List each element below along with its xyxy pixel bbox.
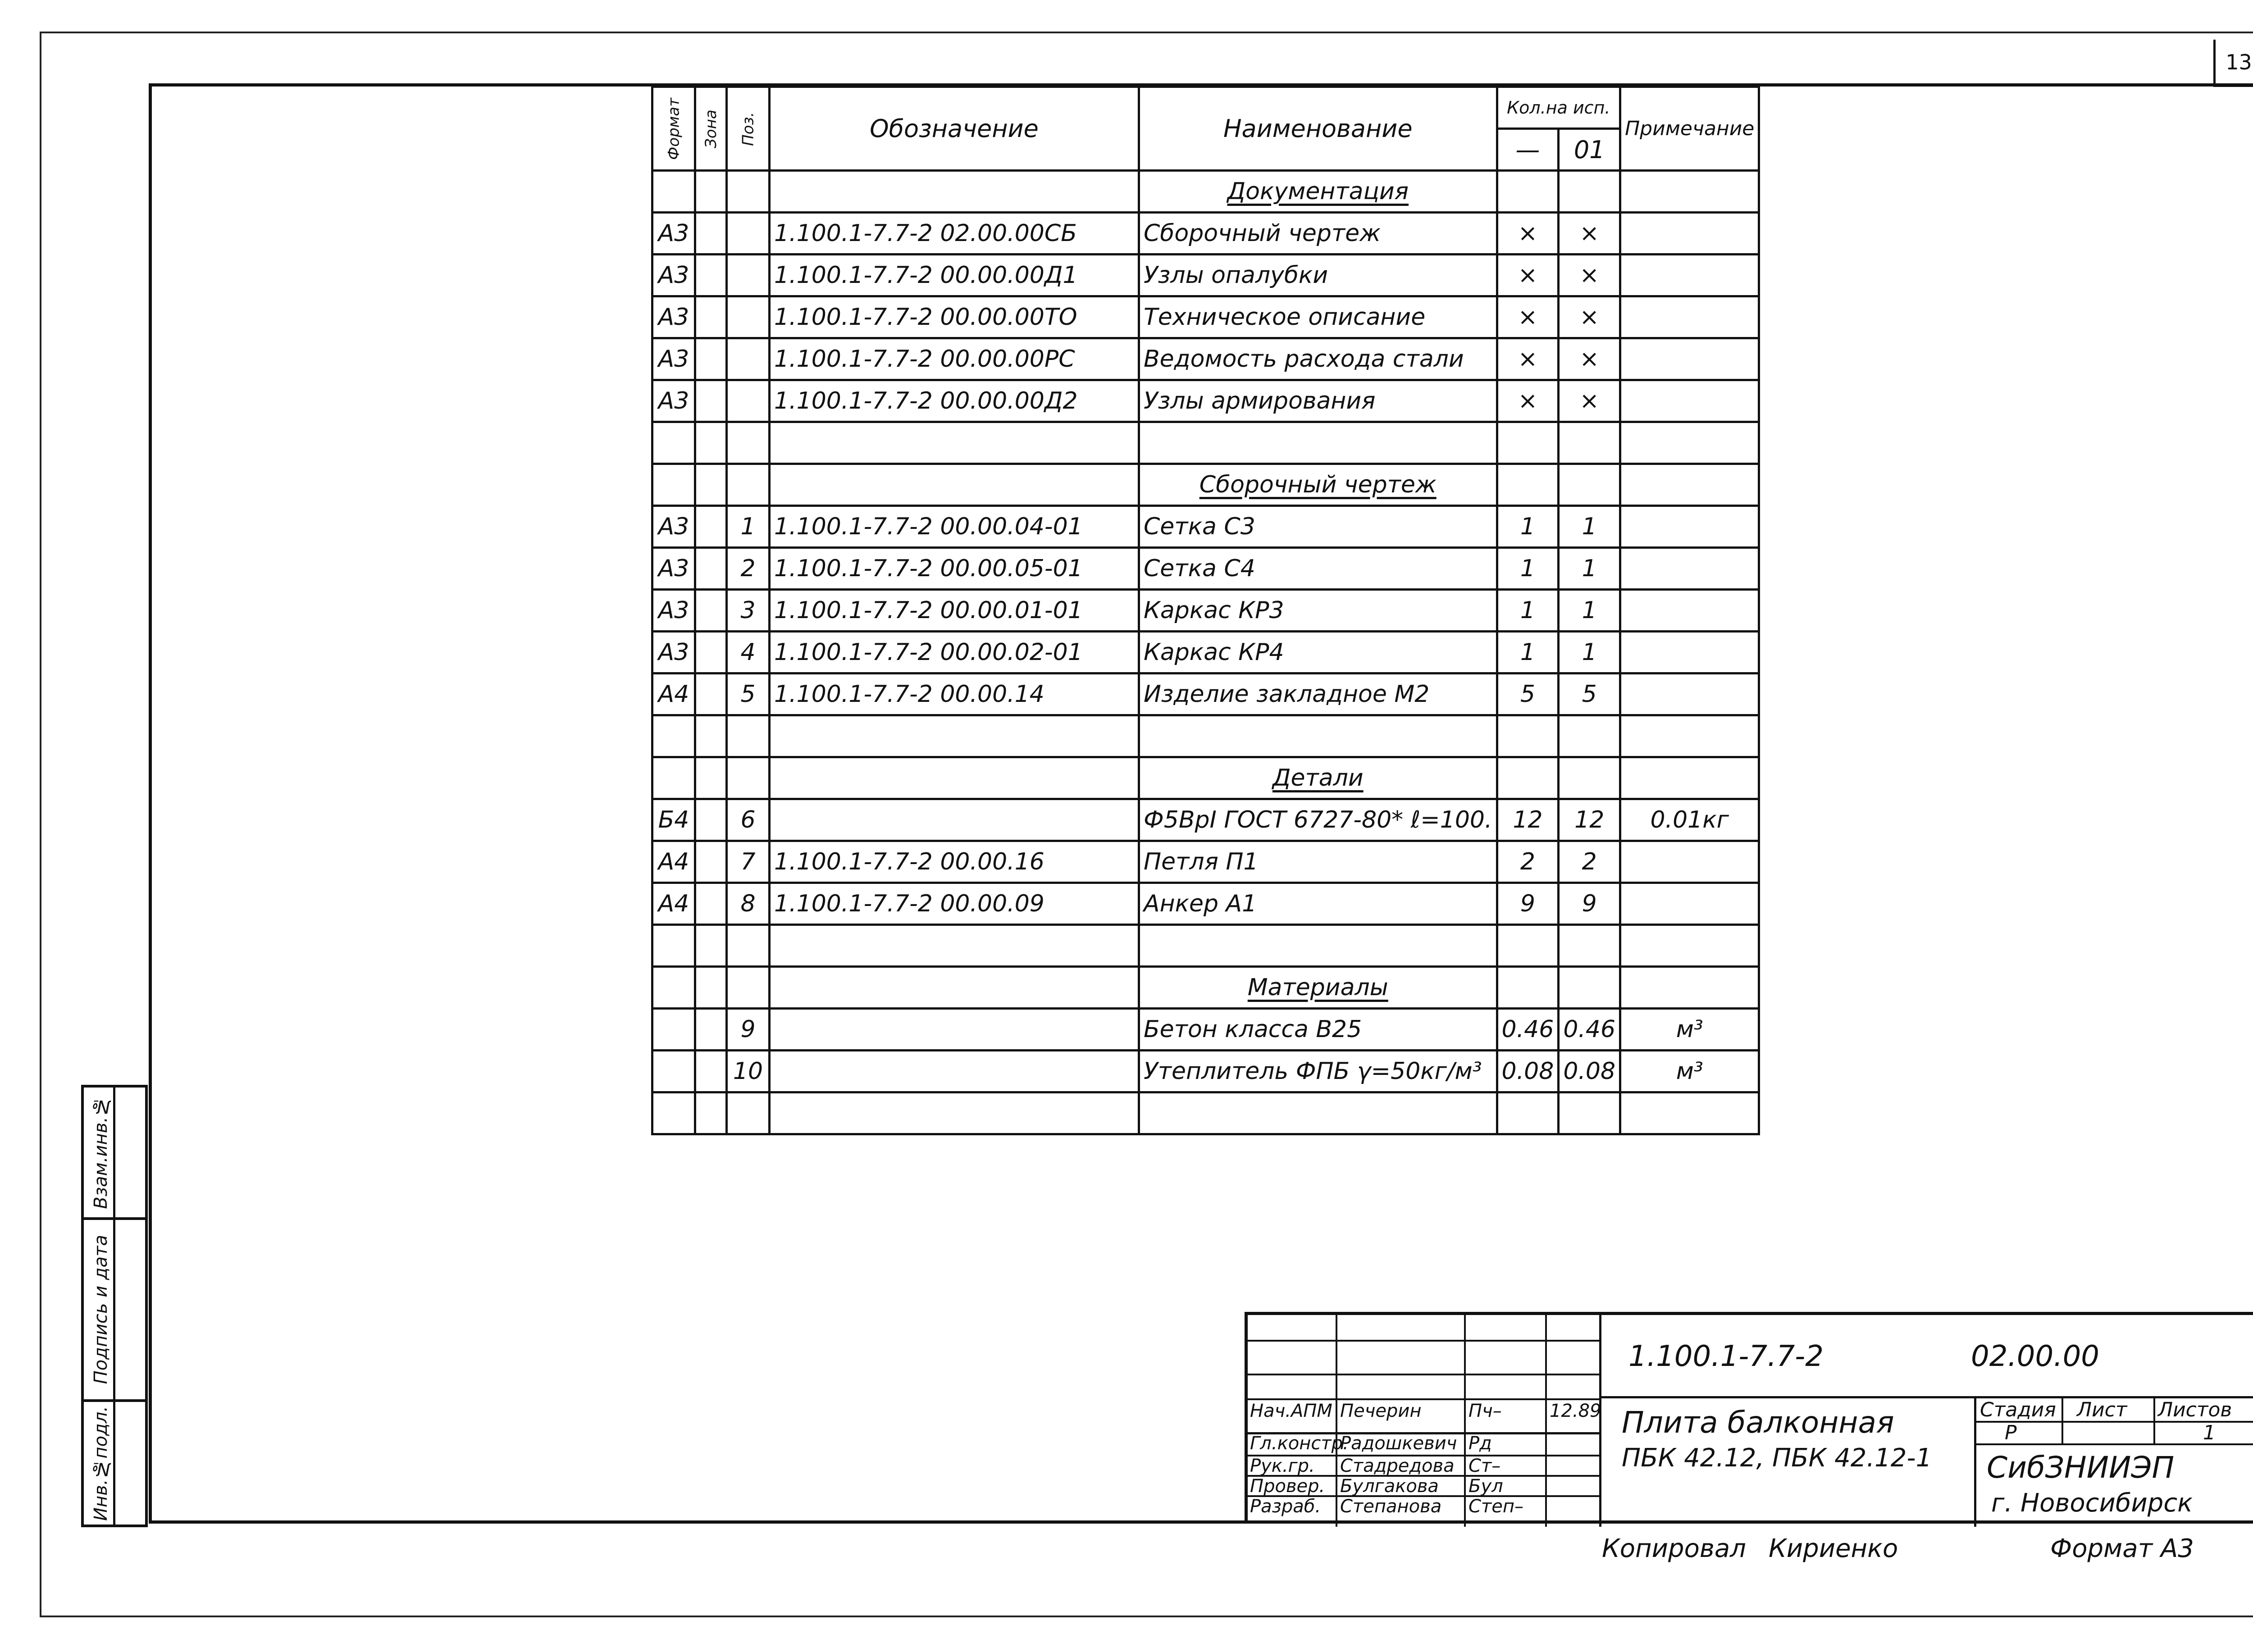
spec-cell-pos: 9 [727, 1009, 770, 1051]
spec-cell-format: А3 [652, 213, 695, 255]
title-code-suffix: 02.00.00 [1971, 1340, 2099, 1373]
spec-cell-q2: × [1559, 338, 1620, 380]
spec-cell-designation [770, 799, 1139, 841]
spec-row [652, 548, 1759, 590]
blank-row [652, 715, 1759, 757]
spec-cell-name: Каркас КР4 [1139, 632, 1497, 674]
signer-name: Булгакова [1340, 1476, 1439, 1497]
empty-cell [652, 422, 695, 464]
empty-cell [770, 967, 1139, 1009]
empty-cell [1497, 757, 1559, 799]
spec-cell-name: Сетка С4 [1139, 548, 1497, 590]
empty-cell [1620, 967, 1759, 1009]
copied-name: Кириенко [1769, 1534, 1898, 1563]
col-designation-header: Обозначение [770, 87, 1139, 171]
empty-cell [695, 757, 727, 799]
spec-cell-pos [727, 296, 770, 338]
blank-row [652, 1092, 1759, 1134]
spec-cell-q1: × [1497, 255, 1559, 296]
spec-cell-designation: 1.100.1-7.7-2 00.00.09 [770, 883, 1139, 925]
empty-cell [1620, 757, 1759, 799]
signer-sign: Ст– [1469, 1456, 1501, 1476]
spec-cell-q2: 2 [1559, 841, 1620, 883]
spec-row [652, 590, 1759, 632]
spec-cell-zone [695, 548, 727, 590]
spec-cell-format: А3 [652, 296, 695, 338]
spec-cell-pos [727, 255, 770, 296]
empty-cell [1559, 422, 1620, 464]
empty-cell [1620, 715, 1759, 757]
side-label-sign-date: Подпись и дата [90, 1235, 111, 1384]
spec-cell-q1: × [1497, 296, 1559, 338]
spec-cell-zone [695, 506, 727, 548]
spec-cell-q2: 1 [1559, 548, 1620, 590]
empty-cell [770, 464, 1139, 506]
empty-cell [770, 715, 1139, 757]
sheets-value: 1 [2203, 1421, 2216, 1444]
empty-cell [695, 715, 727, 757]
col-note-header: Примечание [1620, 87, 1759, 171]
col-qty-sub1: — [1497, 129, 1559, 171]
empty-cell [1497, 925, 1559, 967]
spec-cell-zone [695, 338, 727, 380]
empty-cell [652, 967, 695, 1009]
blank-row [652, 925, 1759, 967]
spec-row [652, 841, 1759, 883]
empty-cell [1620, 422, 1759, 464]
spec-cell-q2: 5 [1559, 674, 1620, 715]
spec-cell-name: Изделие закладное М2 [1139, 674, 1497, 715]
section-title: Детали [1139, 757, 1497, 799]
signer-sign: Бул [1469, 1476, 1503, 1497]
spec-cell-name: Узлы армирования [1139, 380, 1497, 422]
empty-cell [1620, 925, 1759, 967]
signer-name: Радошкевич [1340, 1433, 1457, 1454]
signer-role: Гл.констр. [1250, 1433, 1349, 1454]
spec-cell-format: А3 [652, 548, 695, 590]
spec-cell-zone [695, 1051, 727, 1092]
spec-row [652, 883, 1759, 925]
spec-cell-zone [695, 883, 727, 925]
approval-date: 12.89 [1550, 1401, 1601, 1421]
empty-cell [695, 925, 727, 967]
signer-role: Нач.АПМ [1250, 1401, 1332, 1421]
spec-cell-note [1620, 213, 1759, 255]
empty-cell [727, 171, 770, 213]
empty-cell [727, 464, 770, 506]
spec-cell-pos: 6 [727, 799, 770, 841]
empty-cell [695, 422, 727, 464]
empty-cell [652, 464, 695, 506]
spec-cell-designation [770, 1051, 1139, 1092]
side-stamp-inv-replace [81, 1085, 148, 1220]
empty-cell [1559, 1092, 1620, 1134]
spec-cell-name: Сборочный чертеж [1139, 213, 1497, 255]
spec-cell-pos: 4 [727, 632, 770, 674]
spec-cell-name: Утеплитель ФПБ γ=50кг/м³ [1139, 1051, 1497, 1092]
spec-cell-note [1620, 883, 1759, 925]
spec-cell-name: Техническое описание [1139, 296, 1497, 338]
empty-cell [1559, 171, 1620, 213]
signer-name: Стадредова [1340, 1456, 1455, 1476]
spec-cell-name: Петля П1 [1139, 841, 1497, 883]
empty-cell [1620, 1092, 1759, 1134]
spec-row [652, 1051, 1759, 1092]
page-number: 13 [2213, 40, 2253, 87]
empty-cell [727, 967, 770, 1009]
spec-cell-designation: 1.100.1-7.7-2 00.00.00Д2 [770, 380, 1139, 422]
empty-cell [652, 1092, 695, 1134]
side-stamp-inv-orig [81, 1399, 148, 1527]
spec-cell-format [652, 1051, 695, 1092]
spec-cell-note: м³ [1620, 1051, 1759, 1092]
spec-cell-format: А3 [652, 380, 695, 422]
spec-cell-q1: × [1497, 380, 1559, 422]
spec-cell-zone [695, 255, 727, 296]
signer-role: Рук.гр. [1250, 1456, 1315, 1476]
signer-role: Провер. [1250, 1476, 1325, 1497]
spec-cell-name: Узлы опалубки [1139, 255, 1497, 296]
section-title: Документация [1139, 171, 1497, 213]
specification-body [652, 171, 1759, 1134]
spec-cell-note [1620, 506, 1759, 548]
spec-cell-zone [695, 799, 727, 841]
spec-cell-note [1620, 255, 1759, 296]
section-title: Материалы [1139, 967, 1497, 1009]
spec-cell-pos: 3 [727, 590, 770, 632]
empty-cell [1620, 171, 1759, 213]
signer-role: Разраб. [1250, 1496, 1321, 1517]
org-line2: г. Новосибирск [1991, 1488, 2193, 1518]
spec-cell-q1: 2 [1497, 841, 1559, 883]
spec-row [652, 380, 1759, 422]
spec-cell-designation: 1.100.1-7.7-2 00.00.05-01 [770, 548, 1139, 590]
spec-cell-format: А3 [652, 255, 695, 296]
spec-row [652, 1009, 1759, 1051]
empty-cell [695, 171, 727, 213]
spec-row [652, 296, 1759, 338]
spec-cell-note: м³ [1620, 1009, 1759, 1051]
spec-cell-note [1620, 674, 1759, 715]
spec-cell-q1: 1 [1497, 548, 1559, 590]
spec-cell-zone [695, 296, 727, 338]
spec-cell-name: Ведомость расхода стали [1139, 338, 1497, 380]
spec-cell-q1: 9 [1497, 883, 1559, 925]
side-label-inv-orig: Инв.№подл. [90, 1406, 111, 1521]
spec-cell-note [1620, 590, 1759, 632]
empty-cell [727, 925, 770, 967]
spec-row [652, 255, 1759, 296]
spec-cell-pos [727, 338, 770, 380]
section-title-row [652, 171, 1759, 213]
org-line1: СибЗНИИЭП [1987, 1450, 2175, 1485]
empty-cell [1139, 715, 1497, 757]
empty-cell [652, 757, 695, 799]
spec-cell-designation: 1.100.1-7.7-2 00.00.01-01 [770, 590, 1139, 632]
spec-cell-pos: 7 [727, 841, 770, 883]
empty-cell [1497, 171, 1559, 213]
format-label: Формат А3 [2050, 1534, 2194, 1563]
empty-cell [1497, 422, 1559, 464]
col-pos-header: Поз. [727, 87, 770, 171]
spec-cell-designation: 1.100.1-7.7-2 00.00.00РС [770, 338, 1139, 380]
empty-cell [727, 422, 770, 464]
empty-cell [727, 757, 770, 799]
empty-cell [770, 422, 1139, 464]
spec-cell-note [1620, 338, 1759, 380]
empty-cell [1497, 967, 1559, 1009]
spec-cell-q1: 1 [1497, 590, 1559, 632]
section-title-row [652, 757, 1759, 799]
spec-cell-designation: 1.100.1-7.7-2 00.00.04-01 [770, 506, 1139, 548]
spec-cell-format: А3 [652, 338, 695, 380]
empty-cell [727, 1092, 770, 1134]
signer-sign: Пч– [1469, 1401, 1502, 1421]
sheet-label: Лист [2077, 1398, 2127, 1421]
empty-cell [1497, 464, 1559, 506]
spec-cell-zone [695, 213, 727, 255]
spec-cell-format: А3 [652, 632, 695, 674]
spec-cell-q1: 1 [1497, 506, 1559, 548]
empty-cell [770, 757, 1139, 799]
spec-cell-q2: 9 [1559, 883, 1620, 925]
spec-cell-pos: 8 [727, 883, 770, 925]
spec-cell-name: Бетон класса В25 [1139, 1009, 1497, 1051]
col-name-header: Наименование [1139, 87, 1497, 171]
spec-cell-format: А3 [652, 506, 695, 548]
spec-cell-note [1620, 380, 1759, 422]
spec-cell-zone [695, 632, 727, 674]
signer-sign: Степ– [1469, 1496, 1523, 1517]
signer-sign: Рд [1469, 1433, 1492, 1454]
spec-cell-q1: × [1497, 213, 1559, 255]
spec-cell-zone [695, 841, 727, 883]
empty-cell [1559, 715, 1620, 757]
spec-cell-q2: 0.46 [1559, 1009, 1620, 1051]
spec-cell-designation: 1.100.1-7.7-2 02.00.00СБ [770, 213, 1139, 255]
empty-cell [695, 464, 727, 506]
spec-cell-q2: 0.08 [1559, 1051, 1620, 1092]
spec-cell-zone [695, 674, 727, 715]
spec-row [652, 338, 1759, 380]
spec-cell-note [1620, 548, 1759, 590]
spec-cell-note [1620, 632, 1759, 674]
empty-cell [770, 925, 1139, 967]
spec-cell-pos: 5 [727, 674, 770, 715]
section-title-row [652, 967, 1759, 1009]
empty-cell [695, 1092, 727, 1134]
section-title: Сборочный чертеж [1139, 464, 1497, 506]
empty-cell [727, 715, 770, 757]
empty-cell [652, 925, 695, 967]
spec-cell-note [1620, 841, 1759, 883]
spec-cell-designation: 1.100.1-7.7-2 00.00.00ТО [770, 296, 1139, 338]
side-stamp-sign-date [81, 1217, 148, 1402]
spec-cell-q1: 0.46 [1497, 1009, 1559, 1051]
spec-cell-q1: 1 [1497, 632, 1559, 674]
col-qty-sub2: 01 [1559, 129, 1620, 171]
section-title-row [652, 464, 1759, 506]
spec-cell-pos [727, 380, 770, 422]
spec-row [652, 506, 1759, 548]
stage-label: Стадия [1980, 1398, 2056, 1421]
spec-cell-q2: × [1559, 213, 1620, 255]
spec-cell-pos: 1 [727, 506, 770, 548]
empty-cell [1559, 464, 1620, 506]
empty-cell [1139, 1092, 1497, 1134]
spec-cell-designation: 1.100.1-7.7-2 00.00.14 [770, 674, 1139, 715]
spec-cell-q1: 0.08 [1497, 1051, 1559, 1092]
spec-cell-name: Каркас КР3 [1139, 590, 1497, 632]
empty-cell [1559, 757, 1620, 799]
empty-cell [695, 967, 727, 1009]
spec-cell-pos: 10 [727, 1051, 770, 1092]
empty-cell [1139, 422, 1497, 464]
spec-cell-name: Анкер А1 [1139, 883, 1497, 925]
signer-name: Печерин [1340, 1401, 1422, 1421]
spec-cell-name: Сетка С3 [1139, 506, 1497, 548]
spec-cell-q2: × [1559, 296, 1620, 338]
spec-cell-q1: 12 [1497, 799, 1559, 841]
spec-cell-q2: 12 [1559, 799, 1620, 841]
side-label-inv-replace: Взам.инв.№ [90, 1096, 111, 1209]
spec-cell-format: Б4 [652, 799, 695, 841]
sheets-label: Листов [2158, 1398, 2232, 1421]
empty-cell [652, 171, 695, 213]
specification-table [651, 86, 1760, 1135]
title-code: 1.100.1-7.7-2 [1628, 1340, 1824, 1373]
empty-cell [1559, 967, 1620, 1009]
spec-cell-zone [695, 1009, 727, 1051]
spec-cell-q1: × [1497, 338, 1559, 380]
spec-row [652, 674, 1759, 715]
spec-cell-pos [727, 213, 770, 255]
spec-cell-designation: 1.100.1-7.7-2 00.00.00Д1 [770, 255, 1139, 296]
col-qty-header: Кол.на исп. [1497, 87, 1620, 129]
empty-cell [770, 171, 1139, 213]
empty-cell [1620, 464, 1759, 506]
spec-cell-format: А4 [652, 674, 695, 715]
blank-row [652, 422, 1759, 464]
spec-cell-q2: 1 [1559, 506, 1620, 548]
empty-cell [770, 1092, 1139, 1134]
spec-cell-designation: 1.100.1-7.7-2 00.00.02-01 [770, 632, 1139, 674]
spec-cell-q1: 5 [1497, 674, 1559, 715]
spec-cell-q2: 1 [1559, 590, 1620, 632]
spec-cell-note: 0.01кг [1620, 799, 1759, 841]
empty-cell [1497, 1092, 1559, 1134]
spec-cell-q2: 1 [1559, 632, 1620, 674]
spec-cell-pos: 2 [727, 548, 770, 590]
spec-cell-format: А4 [652, 841, 695, 883]
stage-value: Р [2005, 1421, 2017, 1444]
spec-row [652, 213, 1759, 255]
spec-cell-format [652, 1009, 695, 1051]
spec-cell-note [1620, 296, 1759, 338]
spec-cell-q2: × [1559, 380, 1620, 422]
spec-row [652, 632, 1759, 674]
signer-name: Степанова [1340, 1496, 1442, 1517]
col-zone-header: Зона [695, 87, 727, 171]
spec-cell-name: Ф5ВрI ГОСТ 6727-80* ℓ=100. [1139, 799, 1497, 841]
empty-cell [1497, 715, 1559, 757]
copied-label: Копировал [1602, 1534, 1746, 1563]
spec-cell-zone [695, 380, 727, 422]
title-block [1245, 1312, 2253, 1524]
col-format-header: Формат [652, 87, 695, 171]
title-name-line2: ПБК 42.12, ПБК 42.12-1 [1622, 1443, 1932, 1473]
empty-cell [1139, 925, 1497, 967]
empty-cell [1559, 925, 1620, 967]
spec-cell-q2: × [1559, 255, 1620, 296]
empty-cell [652, 715, 695, 757]
spec-row [652, 799, 1759, 841]
title-name-line1: Плита балконная [1622, 1405, 1894, 1440]
spec-cell-format: А4 [652, 883, 695, 925]
spec-cell-designation [770, 1009, 1139, 1051]
spec-cell-format: А3 [652, 590, 695, 632]
spec-cell-zone [695, 590, 727, 632]
spec-cell-designation: 1.100.1-7.7-2 00.00.16 [770, 841, 1139, 883]
